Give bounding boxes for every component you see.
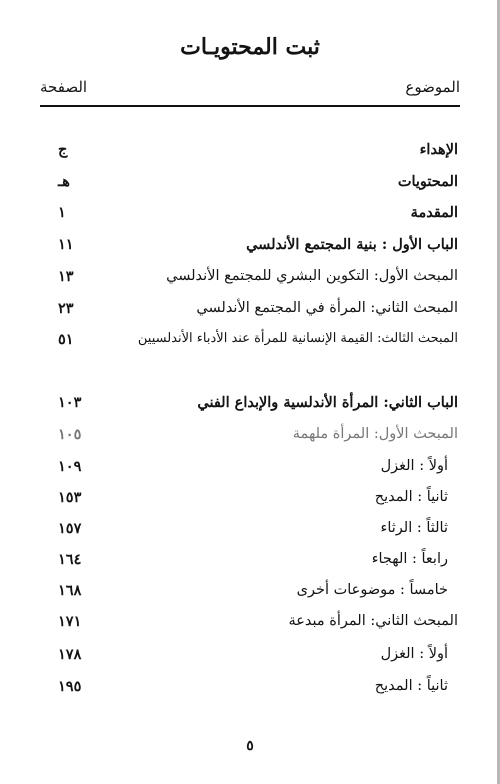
page-title: ثبت المحتويـات (180, 34, 320, 60)
toc-entry (58, 678, 458, 702)
page-number: ٥ (246, 738, 254, 754)
toc-entry-title: خامساً : موضوعات أخرى (296, 582, 448, 598)
toc-entry (58, 458, 458, 482)
toc-entry-title: ثانياً : المديح (374, 489, 448, 505)
toc-entry-page: ١٥٧ (58, 520, 82, 537)
toc-entry-title: ثالثاً : الرثاء (380, 520, 448, 536)
toc-entry-page: ١٩٥ (58, 678, 82, 695)
toc-entry-title: المحتويات (397, 173, 458, 190)
toc-entry (58, 646, 458, 670)
toc-entry-title: المبحث الثاني: المرأة مبدعة (288, 613, 458, 629)
toc-entry (58, 300, 458, 324)
header-rule (40, 105, 460, 107)
toc-entry-page: ج (58, 141, 68, 158)
toc-entry-page: ١٦٨ (58, 582, 82, 599)
toc-entry-page: هـ (58, 173, 70, 190)
toc-entry (58, 613, 458, 637)
toc-entry (58, 551, 458, 575)
toc-entry-page: ١١ (58, 236, 74, 253)
toc-entry-title: الباب الأول : بنية المجتمع الأندلسي (246, 236, 458, 253)
toc-entry-page: ١٧٨ (58, 646, 82, 663)
toc-entry (58, 173, 458, 197)
toc-entry-title: أولاً : الغزل (380, 458, 448, 474)
toc-entry-title: رابعاً : الهجاء (371, 551, 448, 567)
toc-entry-page: ١٠٥ (58, 426, 82, 443)
toc-entry-title: المقدمة (410, 204, 458, 221)
column-header (40, 78, 460, 106)
toc-entry-page: ١٣ (58, 268, 74, 285)
toc-entry (58, 268, 458, 292)
toc-entry-title: المبحث الثاني: المرأة في المجتمع الأندلسي (196, 300, 458, 316)
page-column-label: الصفحة (40, 78, 88, 96)
toc-entry (58, 489, 458, 513)
toc-entry (58, 394, 458, 418)
toc-entry (58, 426, 458, 450)
toc-entry-title: المبحث الثالث: القيمة الإنسانية للمرأة عند الأدباء الأندلسيين (137, 331, 458, 346)
toc-entry-page: ١٦٤ (58, 551, 82, 568)
toc-entry (58, 331, 458, 355)
toc-entry (58, 582, 458, 606)
toc-entry-page: ٢٣ (58, 300, 74, 317)
toc-entry-title: الإهداء (419, 141, 458, 158)
toc-entry (58, 204, 458, 228)
toc-entry-page: ١٠٣ (58, 394, 82, 411)
toc-entry-page: ١٥٣ (58, 489, 82, 506)
toc-entry-title: أولاً : الغزل (380, 646, 448, 662)
toc-entry-title: الباب الثاني: المرأة الأندلسية والإبداع الفني (197, 394, 458, 411)
toc-entry-title: ثانياً : المديح (374, 678, 448, 694)
toc-entry-title: المبحث الأول: التكوين البشري للمجتمع الأندلسي (166, 268, 458, 284)
toc-entry (58, 141, 458, 165)
toc-entry-page: ١ (58, 204, 66, 221)
toc-entry (58, 520, 458, 544)
toc-entry-page: ١٠٩ (58, 458, 82, 475)
toc-entry-page: ٥١ (58, 331, 74, 348)
toc-entry (58, 236, 458, 260)
topic-column-label: الموضوع (405, 78, 460, 96)
toc-entry-title: المبحث الأول: المرأة ملهمة (292, 426, 458, 442)
toc-entry-page: ١٧١ (58, 613, 82, 630)
